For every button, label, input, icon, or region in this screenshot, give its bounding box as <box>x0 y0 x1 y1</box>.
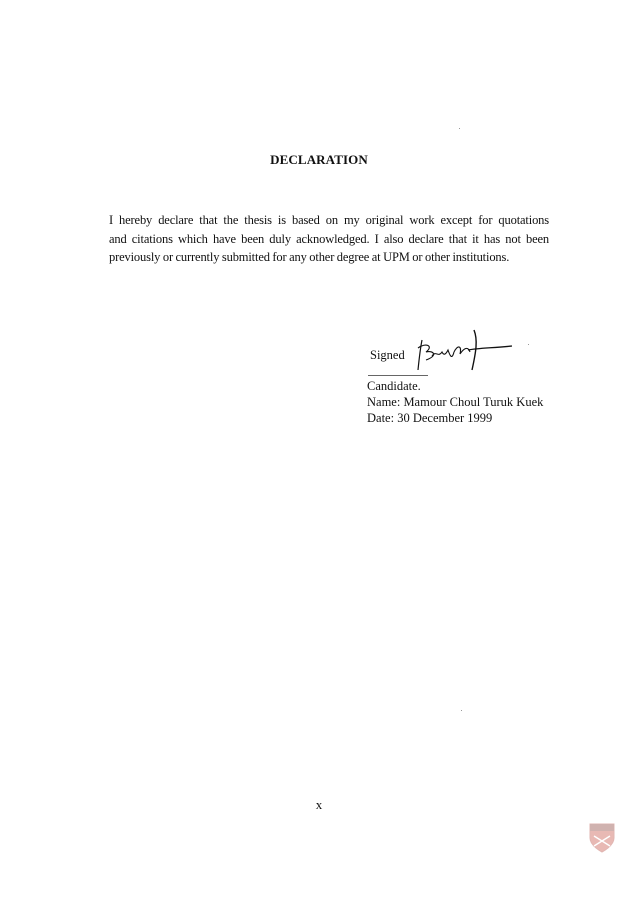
paragraph-line: and citations which have been duly acknowledged. I also declare that it has not been <box>109 231 549 246</box>
scan-speck <box>461 710 462 711</box>
candidate-block <box>367 378 543 426</box>
declaration-date: Date: 30 December 1999 <box>367 411 493 425</box>
candidate-name: Name: Mamour Choul Turuk Kuek <box>367 395 544 409</box>
page-number: x <box>315 797 323 812</box>
declaration-paragraph <box>109 211 549 267</box>
declaration-title: DECLARATION <box>270 152 368 167</box>
paragraph-line: I hereby declare that the thesis is based on my original work except for quotations <box>109 213 549 227</box>
candidate-label: Candidate. <box>367 379 421 393</box>
scan-speck <box>528 344 529 345</box>
signature-line <box>368 375 428 376</box>
scan-speck <box>459 128 460 129</box>
university-seal-watermark <box>588 822 616 854</box>
signed-label: Signed <box>370 348 405 362</box>
handwritten-signature <box>412 326 532 374</box>
paragraph-line: previously or currently submitted for any other degree at UPM or other institutions. <box>109 250 510 264</box>
